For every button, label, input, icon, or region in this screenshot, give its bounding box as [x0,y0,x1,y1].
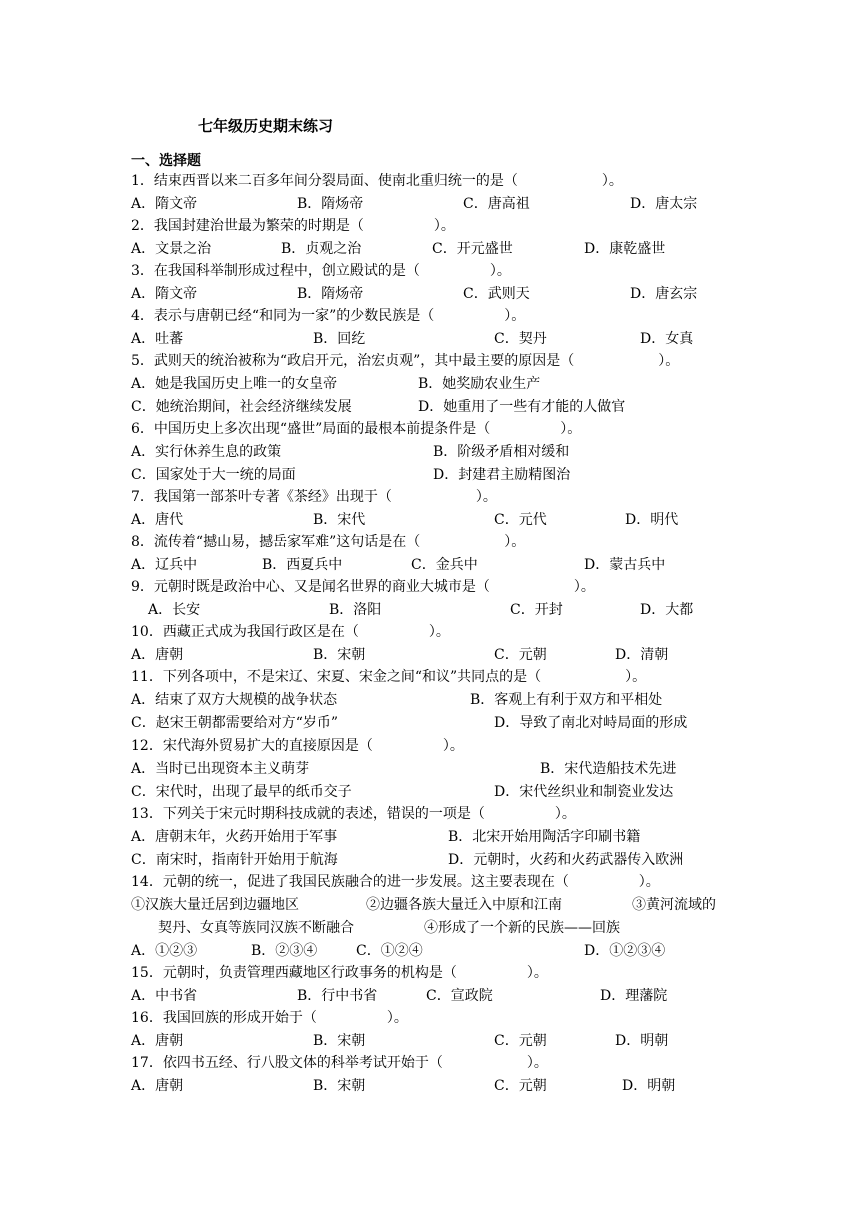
option: C．唐高祖 [463,196,530,212]
question-2: 2．我国封建治世最为繁荣的时期是（ ）。 [131,218,455,234]
question-1: 1．结束西晋以来二百多年间分裂局面、使南北重归统一的是（ ）。 [131,173,623,189]
option: A．隋文帝 [131,286,198,302]
option: A．长安 [148,602,201,618]
option: D．理藩院 [600,988,668,1004]
question-17: 17．依四书五经、行八股文体的科举考试开始于（ ）。 [131,1055,548,1071]
option: D．唐太宗 [630,196,698,212]
option: C．宋代时，出现了最早的纸币交子 [131,784,352,800]
statement: ②边疆各族大量迁入中原和江南 [366,897,562,913]
option: C．元代 [494,512,547,528]
statement: ③黄河流域的 [632,897,716,913]
option: A．唐朝 [131,647,184,663]
option: D．唐玄宗 [630,286,698,302]
question-16: 16．我国回族的形成开始于（ ）。 [131,1010,408,1026]
option: B．贞观之治 [281,241,362,257]
option: B．隋炀帝 [297,196,364,212]
option: C．武则天 [463,286,530,302]
option: D．康乾盛世 [584,241,666,257]
question-7: 7．我国第一部茶叶专著《茶经》出现于（ ）。 [131,489,497,505]
question-15: 15．元朝时，负责管理西藏地区行政事务的机构是（ ）。 [131,965,548,981]
option: D．明朝 [615,1033,669,1049]
option: D．蒙古兵中 [584,557,666,573]
option: A．结束了双方大规模的战争状态 [131,692,338,708]
option: A．唐代 [131,512,184,528]
option: B．回纥 [313,331,366,347]
question-6: 6．中国历史上多次出现“盛世”局面的最根本前提条件是（ ）。 [131,421,582,437]
option: A．当时已出现资本主义萌芽 [131,761,310,777]
question-14: 14．元朝的统一，促进了我国民族融合的进一步发展。这主要表现在（ ）。 [131,874,660,890]
option: A．实行休养生息的政策 [131,444,282,460]
option: B．宋代造船技术先进 [540,761,677,777]
option: C．开元盛世 [432,241,513,257]
option: A．唐朝 [131,1033,184,1049]
option: A．中书省 [131,988,198,1004]
option: D．导致了南北对峙局面的形成 [494,715,688,731]
option: B．洛阳 [329,602,382,618]
option: C．宣政院 [426,988,493,1004]
option: D．宋代丝织业和制瓷业发达 [494,784,674,800]
question-13: 13．下列关于宋元时期科技成就的表述，错误的一项是（ ）。 [131,806,576,822]
question-11: 11．下列各项中，不是宋辽、宋夏、宋金之间“和议”共同点的是（ ）。 [131,669,647,685]
option: A．辽兵中 [131,557,198,573]
option: B．行中书省 [297,988,378,1004]
option: A．吐蕃 [131,331,184,347]
question-8: 8．流传着“撼山易，撼岳家军难”这句话是在（ ）。 [131,534,526,550]
option: B．宋朝 [313,1078,366,1094]
option: B．北宋开始用陶活字印刷书籍 [448,829,641,845]
option: D．她重用了一些有才能的人做官 [418,399,626,415]
option: D．大都 [640,602,694,618]
question-4: 4．表示与唐朝已经“和同为一家”的少数民族是（ ）。 [131,308,526,324]
option: A．①②③ [131,943,198,959]
option: A．隋文帝 [131,196,198,212]
option: C．南宋时，指南针开始用于航海 [131,852,338,868]
statement: 契丹、女真等族同汉族不断融合 [158,920,354,936]
option: B．她奖励农业生产 [418,376,541,392]
question-9: 9．元朝时既是政治中心、又是闻名世界的商业大城市是（ ）。 [131,579,595,595]
option: A．唐朝末年，火药开始用于军事 [131,829,338,845]
page-title: 七年级历史期末练习 [198,117,334,135]
option: D．女真 [640,331,694,347]
option: D．封建君主励精图治 [433,467,571,483]
option: A．文景之治 [131,241,212,257]
option: C．国家处于大一统的局面 [131,467,296,483]
option: C．金兵中 [411,557,478,573]
option: B．宋朝 [313,647,366,663]
option: C．她统治期间，社会经济继续发展 [131,399,352,415]
option: B．客观上有利于双方和平相处 [470,692,663,708]
question-12: 12．宋代海外贸易扩大的直接原因是（ ）。 [131,738,464,754]
option: A．唐朝 [131,1078,184,1094]
option: D．明代 [625,512,679,528]
option: B．宋朝 [313,1033,366,1049]
option: C．①②④ [356,943,423,959]
statement: ④形成了一个新的民族——回族 [424,920,620,936]
option: C．赵宋王朝都需要给对方“岁币” [131,715,339,731]
option: B．隋炀帝 [297,286,364,302]
statement: ①汉族大量迁居到边疆地区 [131,897,299,913]
option: B．②③④ [251,943,318,959]
option: B．宋代 [313,512,366,528]
option: D．元朝时，火药和火药武器传入欧洲 [448,852,684,868]
option: C．开封 [510,602,563,618]
question-3: 3．在我国科举制形成过程中，创立殿试的是（ ）。 [131,263,511,279]
option: D．①②③④ [584,943,666,959]
option: C．元朝 [494,1033,547,1049]
option: C．元朝 [494,647,547,663]
question-10: 10．西藏正式成为我国行政区是在（ ）。 [131,624,450,640]
question-5: 5．武则天的统治被称为“政启开元，治宏贞观”，其中最主要的原因是（ ）。 [131,353,680,369]
option: B．阶级矛盾相对缓和 [433,444,570,460]
option: C．元朝 [494,1078,547,1094]
option: A．她是我国历史上唯一的女皇帝 [131,376,338,392]
option: D．明朝 [622,1078,676,1094]
option: B．西夏兵中 [262,557,343,573]
option: D．清朝 [615,647,669,663]
section-heading: 一、选择题 [131,153,201,169]
option: C．契丹 [494,331,547,347]
